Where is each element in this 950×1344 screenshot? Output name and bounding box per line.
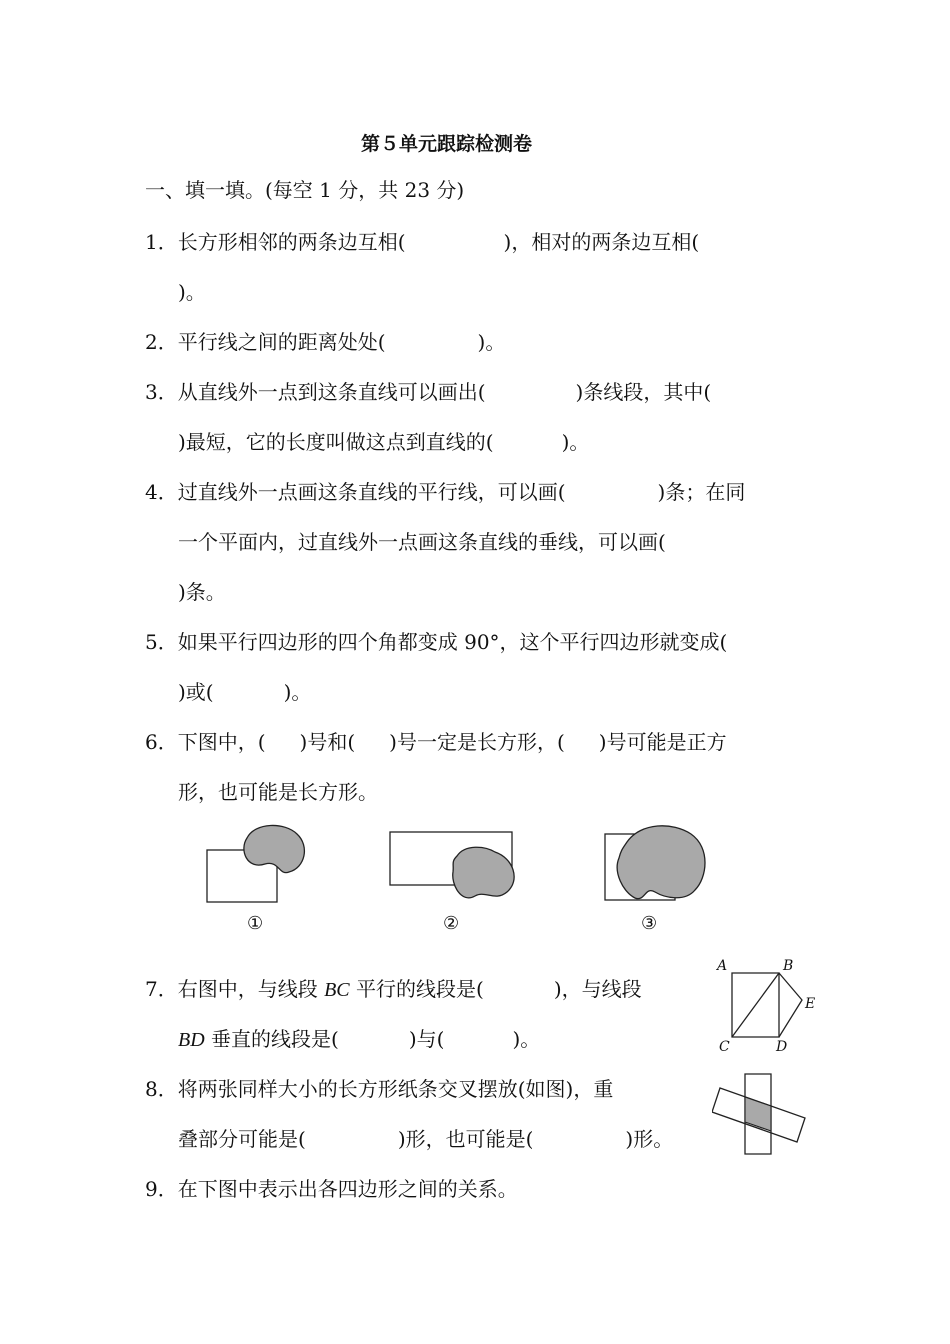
question-2: 2．平行线之间的距离处处( )。	[145, 330, 506, 354]
question-5: 5．如果平行四边形的四个角都变成 90°，这个平行四边形就变成(	[145, 630, 728, 654]
point-e-label: E	[805, 996, 816, 1012]
question-1-cont: )。	[178, 280, 206, 304]
section-heading: 一、填一填。(每空 1 分，共 23 分)	[145, 178, 465, 202]
question-4-cont: 一个平面内，过直线外一点画这条直线的垂线，可以画(	[178, 530, 666, 554]
question-3-cont: )最短，它的长度叫做这点到直线的( )。	[178, 430, 590, 454]
question-4-cont2: )条。	[178, 580, 226, 604]
question-8: 8．将两张同样大小的长方形纸条交叉摆放(如图)，重	[145, 1077, 614, 1101]
question-1: 1．长方形相邻的两条边互相( )，相对的两条边互相(	[145, 230, 700, 254]
question-5-cont: )或( )。	[178, 680, 312, 704]
question-7: 7．右图中，与线段 BC 平行的线段是( )，与线段	[145, 977, 642, 1001]
point-c-label: C	[719, 1039, 730, 1055]
question-8-cont: 叠部分可能是( )形，也可能是( )形。	[178, 1127, 674, 1151]
point-a-label: A	[717, 958, 728, 974]
point-d-label: D	[776, 1039, 788, 1055]
figure-3-label: ③	[641, 913, 658, 934]
question-4: 4．过直线外一点画这条直线的平行线，可以画( )条；在同	[145, 480, 746, 504]
question-9: 9．在下图中表示出各四边形之间的关系。	[145, 1177, 518, 1201]
question-3: 3．从直线外一点到这条直线可以画出( )条线段，其中(	[145, 380, 712, 404]
question-6: 6．下图中，( )号和( )号一定是长方形，( )号可能是正方	[145, 730, 727, 754]
figure-1-label: ①	[247, 913, 264, 934]
question-7-cont: BD 垂直的线段是( )与( )。	[178, 1027, 541, 1051]
q6-figures	[195, 820, 755, 920]
point-b-label: B	[783, 958, 794, 974]
page-title: 第５单元跟踪检测卷	[361, 133, 533, 155]
q8-crossed-strips-figure	[712, 1068, 812, 1158]
figure-2-label: ②	[443, 913, 460, 934]
question-6-cont: 形，也可能是长方形。	[178, 780, 378, 804]
